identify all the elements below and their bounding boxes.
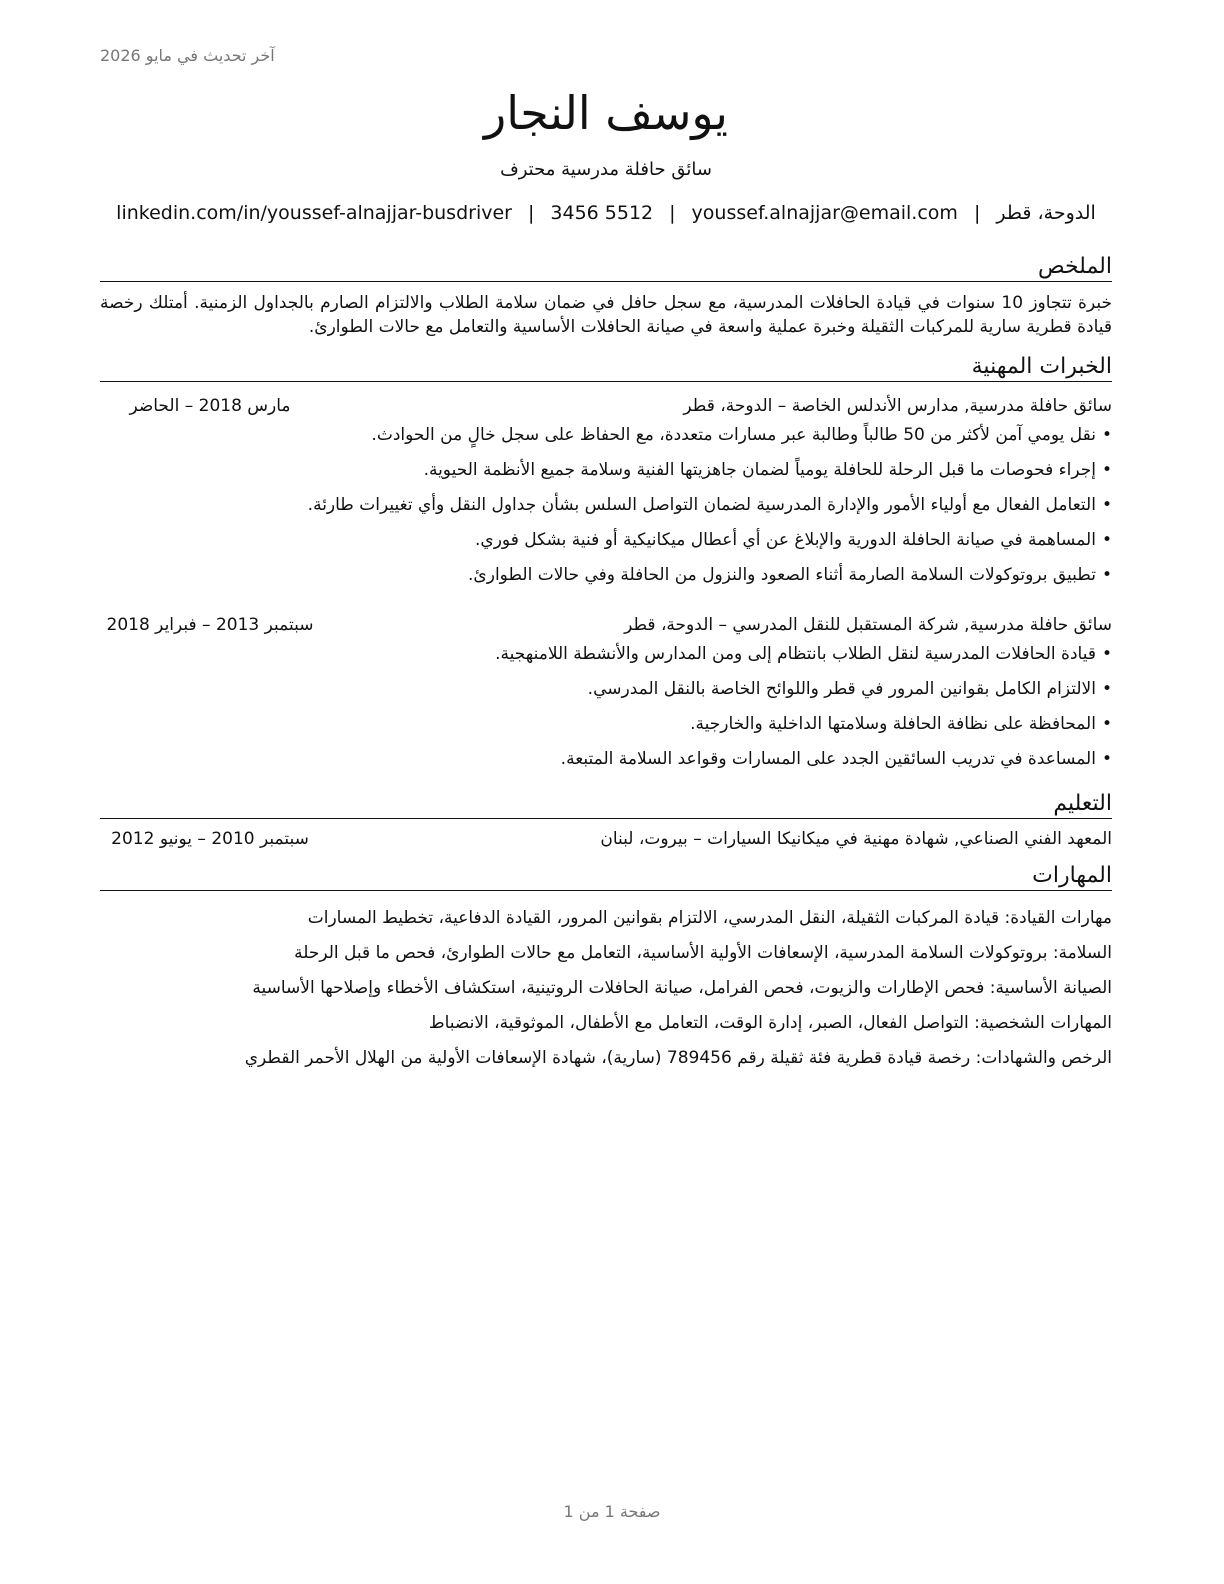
skills-line: مهارات القيادة: قيادة المركبات الثقيلة، النقل المدرسي، الالتزام بقوانين المرور، القيادة الدفاعية، تخطيط المسارات [307, 907, 1112, 928]
candidate-title: سائق حافلة مدرسية محترف [500, 159, 712, 181]
bullet-text: المحافظة على نظافة الحافلة وسلامتها الداخلية والخارجية. [690, 713, 1096, 734]
bullet-icon: • [1101, 748, 1112, 769]
bullet-text: قيادة الحافلات المدرسية لنقل الطلاب بانتظام إلى ومن المدارس والأنشطة اللامنهجية. [495, 643, 1096, 664]
resume-content [100, 86, 1112, 1076]
job-heading: سائق حافلة مدرسية, شركة المستقبل للنقل المدرسي – الدوحة، قطر [624, 614, 1112, 635]
list-item [100, 637, 1112, 672]
job-entry [100, 396, 1112, 593]
bullet-icon: • [1101, 643, 1112, 664]
education-entry [100, 829, 1112, 849]
list-item [100, 523, 1112, 558]
list-item [100, 453, 1112, 488]
skills-line: المهارات الشخصية: التواصل الفعال، الصبر، إدارة الوقت، التعامل مع الأطفال، الموثوقية، الانضباط [428, 1012, 1112, 1033]
last-updated: آخر تحديث في مايو 2026 [100, 46, 275, 65]
bullet-icon: • [1101, 529, 1112, 550]
list-item [100, 742, 1112, 777]
skills-heading: المهارات [100, 863, 1112, 891]
education-heading: التعليم [100, 791, 1112, 819]
skills-line: الصيانة الأساسية: فحص الإطارات والزيوت، فحص الفرامل، صيانة الحافلات الروتينية، استكشاف الأخطاء وإصلاحها الأساسية [252, 977, 1112, 998]
candidate-name: يوسف النجار [484, 86, 728, 140]
contact-email[interactable]: youssef.alnajjar@email.com [691, 202, 958, 225]
bullet-icon: • [1101, 678, 1112, 699]
bullet-text: التعامل الفعال مع أولياء الأمور والإدارة المدرسية لضمان التواصل السلس بشأن جداول النقل وأي تغييرات طارئة. [307, 494, 1096, 515]
education-heading-text: المعهد الفني الصناعي, شهادة مهنية في ميكانيكا السيارات – بيروت، لبنان [600, 828, 1112, 849]
contact-separator: | [669, 202, 676, 225]
bullet-text: نقل يومي آمن لأكثر من 50 طالباً وطالبة عبر مسارات متعددة، مع الحفاظ على سجل خالٍ من الحوادث. [371, 424, 1096, 445]
bullet-icon: • [1101, 564, 1112, 585]
list-item [100, 418, 1112, 453]
contact-location: الدوحة، قطر [996, 202, 1096, 225]
list-item [100, 558, 1112, 593]
education-dates: سبتمبر 2010 – يونيو 2012 [111, 828, 309, 849]
bullet-icon: • [1101, 494, 1112, 515]
skills-list [100, 901, 1112, 1076]
bullet-text: تطبيق بروتوكولات السلامة الصارمة أثناء الصعود والنزول من الحافلة وفي حالات الطوارئ. [468, 564, 1096, 585]
summary-heading: الملخص [100, 254, 1112, 282]
job-dates: مارس 2018 – الحاضر [129, 395, 291, 416]
job-heading: سائق حافلة مدرسية, مدارس الأندلس الخاصة – الدوحة، قطر [683, 395, 1112, 416]
contact-phone[interactable]: 3456 5512 [550, 202, 654, 225]
bullet-text: إجراء فحوصات ما قبل الرحلة للحافلة يومياً لضمان جاهزيتها الفنية وسلامة جميع الأنظمة الحيوية. [423, 459, 1096, 480]
contact-linkedin[interactable]: linkedin.com/in/youssef-alnajjar-busdriver [116, 202, 512, 225]
bullet-text: المساهمة في صيانة الحافلة الدورية والإبلاغ عن أي أعطال ميكانيكية أو فنية بشكل فوري. [475, 529, 1096, 550]
bullet-text: المساعدة في تدريب السائقين الجدد على المسارات وقواعد السلامة المتبعة. [560, 748, 1096, 769]
page-number: صفحة 1 من 1 [563, 1502, 661, 1521]
job-dates: سبتمبر 2013 – فبراير 2018 [106, 614, 314, 635]
skills-line: السلامة: بروتوكولات السلامة المدرسية، الإسعافات الأولية الأساسية، التعامل مع حالات الطوارئ، فحص ما قبل الرحلة [294, 942, 1112, 963]
list-item [100, 707, 1112, 742]
list-item [100, 488, 1112, 523]
job-bullets [100, 637, 1112, 777]
skills-line: الرخص والشهادات: رخصة قيادة قطرية فئة ثقيلة رقم 789456 (سارية)، شهادة الإسعافات الأولية من الهلال الأحمر القطري [244, 1047, 1112, 1068]
summary-text: خبرة تتجاوز 10 سنوات في قيادة الحافلات المدرسية، مع سجل حافل في ضمان سلامة الطلاب والالتزام الصارم بالجداول الزمنية. أمتلك رخصة قيادة قطرية سارية للمركبات الثقيلة وخبرة عملية واسعة في صيانة الحافلات الأساسية والتعامل مع حالات الطوارئ. [100, 293, 1112, 337]
job-entry [100, 615, 1112, 777]
bullet-icon: • [1101, 713, 1112, 734]
contact-separator: | [527, 202, 535, 225]
contact-line [100, 202, 1112, 224]
contact-separator: | [973, 202, 981, 225]
bullet-icon: • [1101, 424, 1112, 445]
job-bullets [100, 418, 1112, 593]
bullet-icon: • [1101, 459, 1112, 480]
bullet-text: الالتزام الكامل بقوانين المرور في قطر واللوائح الخاصة بالنقل المدرسي. [587, 678, 1096, 699]
experience-heading: الخبرات المهنية [100, 354, 1112, 382]
list-item [100, 672, 1112, 707]
